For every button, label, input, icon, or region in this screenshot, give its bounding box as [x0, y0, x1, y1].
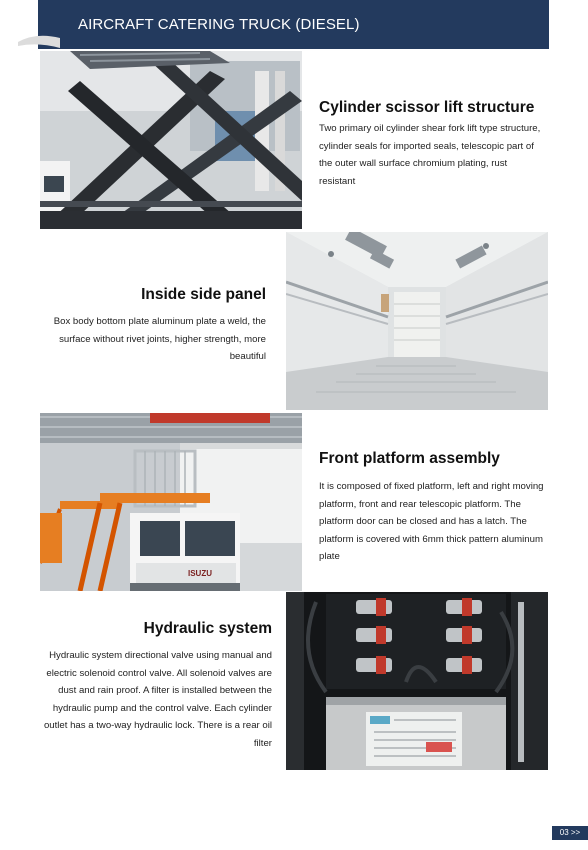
section-title-inside-panel: Inside side panel — [141, 286, 266, 303]
header-banner — [38, 0, 549, 49]
section-title-scissor-lift: Cylinder scissor lift structure — [319, 99, 535, 116]
box-interior-photo — [286, 232, 548, 410]
section-body-front-platform: It is composed of fixed platform, left and right moving platform, front and rear telescopic platform. The platform door can be closed and has a latch. The platform is covered with 6mm thick pattern aluminum plate — [319, 481, 544, 562]
hydraulic-panel-photo — [286, 592, 548, 770]
truck-logo-text: ISUZU — [188, 569, 212, 578]
header-swoosh-decoration — [16, 28, 60, 50]
section-body-hydraulic: Hydraulic system directional valve using manual and electric solenoid control valve. All solenoid valves are dust and rain proof. A filter is installed between the hydraulic pump and the control valve. Each cylinder outlet has a two-way hydraulic lock. There is a rear oil filter — [43, 650, 272, 749]
section-body-inside-panel: Box body bottom plate aluminum plate a weld, the surface without rivet joints, higher strength, more beautiful — [53, 316, 266, 362]
page-number-badge[interactable]: 03 >> — [552, 826, 588, 840]
document-title: AIRCRAFT CATERING TRUCK (DIESEL) — [78, 16, 360, 33]
section-title-front-platform: Front platform assembly — [319, 450, 500, 467]
section-body-scissor-lift: Two primary oil cylinder shear fork lift type structure, cylinder seals for imported seals, telescopic part of the outer wall surface chromium plating, rust resistant — [319, 123, 541, 187]
front-platform-photo — [40, 413, 302, 591]
section-title-hydraulic: Hydraulic system — [143, 620, 272, 637]
scissor-lift-photo — [40, 51, 302, 229]
